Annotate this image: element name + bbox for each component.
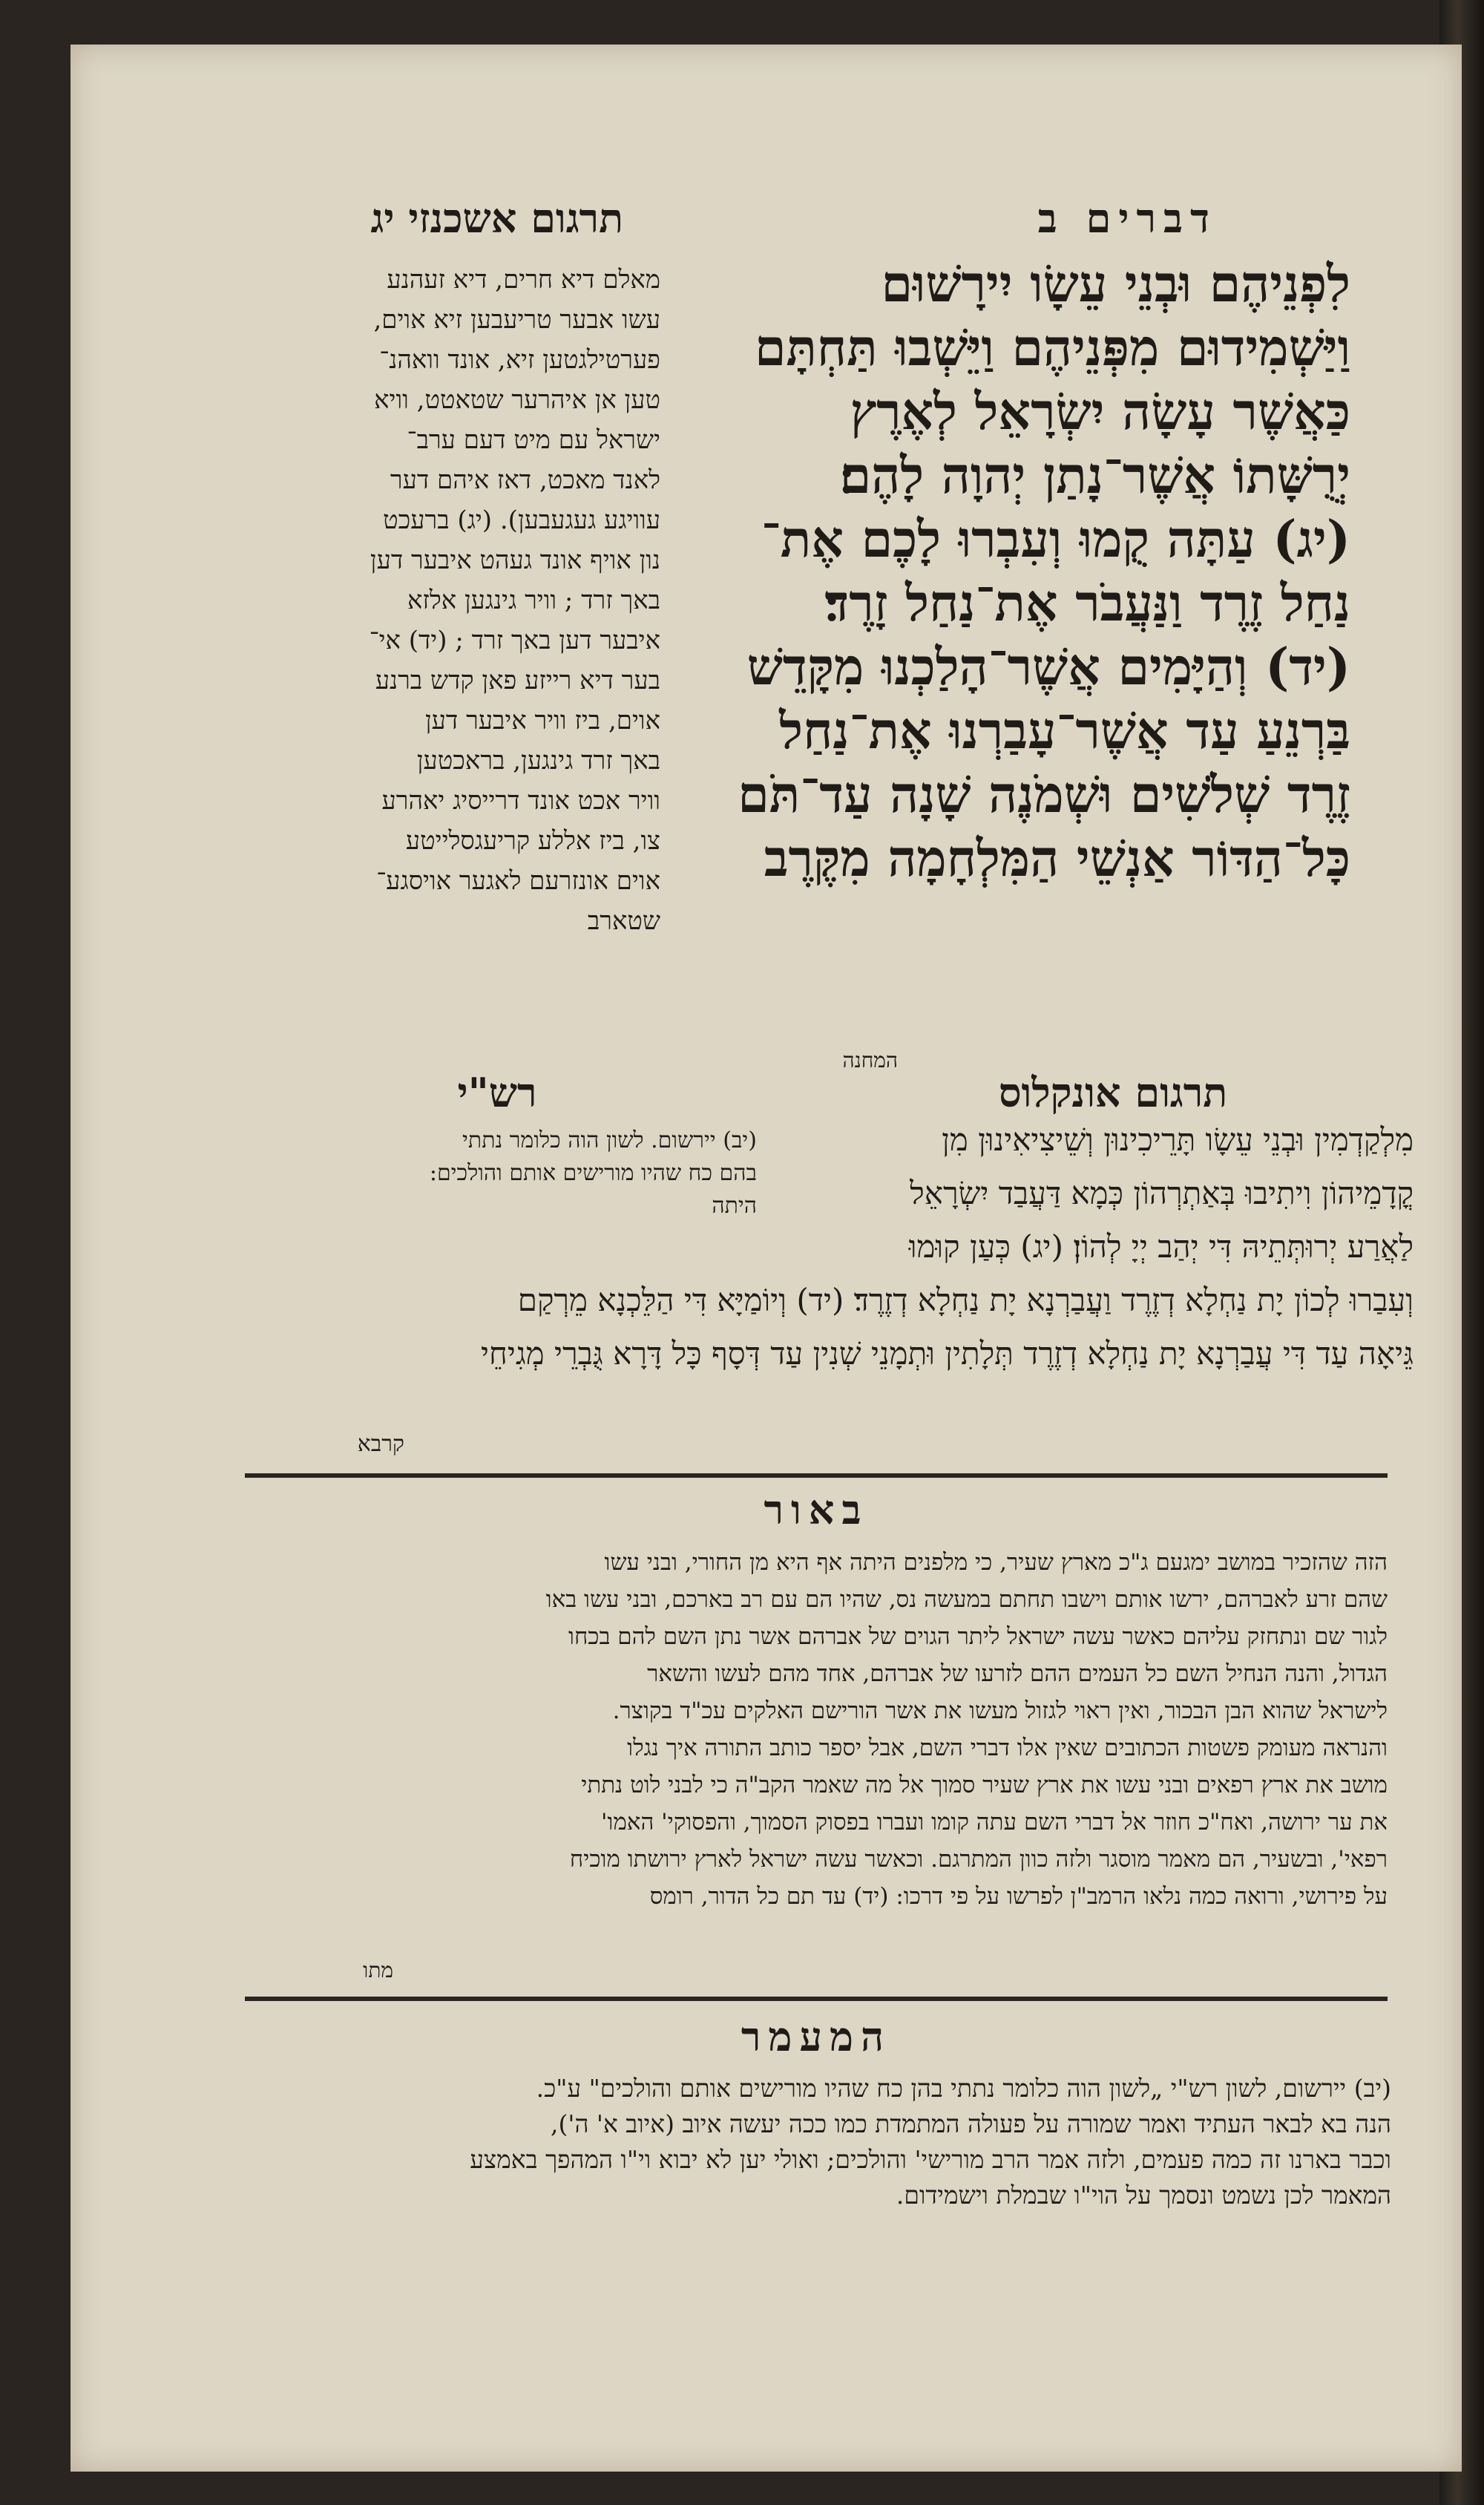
divider-rule bbox=[245, 1473, 1388, 1478]
rashi-line: (יב) יירשום. לשון הוה כלומר נתתי bbox=[462, 1127, 757, 1153]
biur-line: הגדול, והנה הנחיל השם כל העמים ההם לזרעו של אברהם, אחד מהם לעשו והשאר bbox=[647, 1660, 1388, 1687]
meamer-line: (יב) יירשום, לשון רש"י „לשון הוה כלומר נתתי בהן כח שהיו מורישים אותם והולכים" ע"כ. bbox=[536, 2074, 1391, 2103]
onkelos-line: לַאֲרַע יְרוּתְּתֵיהּ דִּי יְהַב יְיָ לְהוֹן׃ (יג) כְּעַן קוּמוּ bbox=[908, 1228, 1414, 1265]
meamer-line: וכבר בארנו זה כמה פעמים, ולזה אמר הרב מורישי' והולכים; ואולי יען לא יבוא וי"ו המהפך באמצע bbox=[470, 2145, 1391, 2174]
biur-line: מושב את ארץ רפאים ובני עשו את ארץ שעיר סמוך אל מה שאמר הקב"ה כי לבני לוט נתתי bbox=[581, 1772, 1388, 1798]
main-text-block bbox=[697, 252, 1350, 891]
yiddish-line: לאנד מאכט, דאז איהם דער bbox=[390, 465, 660, 495]
main-text-line: כָּל־הַדּוֹר אַנְשֵׁי הַמִּלְחָמָה מִקֶּרֶב bbox=[764, 829, 1350, 888]
rashi-line: בהם כח שהיו מורישים אותם והולכים: bbox=[429, 1160, 757, 1186]
biur-title: באור bbox=[764, 1486, 869, 1533]
divider-rule bbox=[245, 1997, 1388, 2001]
yiddish-line: טען אן איהרער שטאטט, וויא bbox=[374, 385, 660, 415]
onkelos-catchword: קרבא bbox=[357, 1431, 404, 1457]
yiddish-line: צו, ביז אללע קריעגסלייטע bbox=[405, 826, 660, 856]
rashi-line: היתה bbox=[712, 1193, 757, 1219]
yiddish-line: מאלם דיא חרים, דיא זעהנע bbox=[387, 265, 660, 295]
meamer-line: המאמר לכן נשמט ונסמך על הוי"ו שבמלת וישמידום. bbox=[896, 2181, 1391, 2210]
yiddish-line: איבער דען באך זרד ; (יד) אי־ bbox=[369, 626, 660, 655]
yiddish-line: שטארב bbox=[587, 906, 660, 936]
onkelos-line: מִלְקַדְמִין וּבְנֵי עֵשָׂו תָּרֵיכִינוּן וְשֵׁיצִיאִינוּן מִן bbox=[942, 1121, 1414, 1158]
yiddish-line: עשו אבער טריעבען זיא אוים, bbox=[373, 305, 660, 335]
onkelos-line: וְעִבַרוּ לְכוֹן יָת נַחְלָא דְזֶרֶד וַעֲבַרְנָא יָת נַחְלָא דְזֶרֶד׃ (יד) וְיוֹמַיָּא דִּי הַלֵּכְנָא מֵרְקַם bbox=[517, 1282, 1414, 1318]
main-catchword: המחנה bbox=[842, 1048, 898, 1073]
main-text-line: יְרֻשָּׁתוֹ אֲשֶׁר־נָתַן יְהוָה לָהֶם׃ bbox=[839, 446, 1350, 505]
yiddish-translation-block bbox=[252, 260, 660, 941]
main-text-line: וַיַּשְׁמִידוּם מִפְּנֵיהֶם וַיֵּשְׁבוּ תַּחְתָּם bbox=[754, 318, 1350, 378]
biur-line: והנראה מעומק פשטות הכתובים שאין אלו דברי השם, אבל יספר כותב התורה איך נגלו bbox=[627, 1735, 1388, 1761]
main-text-line: (יד) וְהַיָּמִים אֲשֶׁר־הָלַכְנוּ מִקָּדֵשׁ bbox=[746, 638, 1350, 697]
yiddish-line: וויר אכט אונד דרייסיג יאהרע bbox=[381, 786, 660, 816]
main-text-line: בַּרְנֵעַ עַד אֲשֶׁר־עָבַרְנוּ אֶת־נַחַל bbox=[779, 701, 1350, 761]
meamer-line: הנה בא לבאר העתיד ואמר שמורה על פעולה המתמדת כמו ככה יעשה איוב (איוב א' ה'), bbox=[551, 2109, 1391, 2138]
main-text-line: לִפְנֵיהֶם וּבְנֵי עֵשָׂו יִירָשׁוּם bbox=[881, 255, 1350, 314]
main-text-line: (יג) עַתָּה קֻמוּ וְעִבְרוּ לָכֶם אֶת־ bbox=[761, 510, 1350, 569]
biur-line: לישראל שהוא הבן הבכור, ואין ראוי לגזול מעשו את אשר הורישם האלקים עכ"ד בקוצר. bbox=[612, 1697, 1388, 1724]
meamer-title: המעמר bbox=[741, 2013, 892, 2060]
main-text-line: נַחַל זֶרֶד וַנַּעֲבֹר אֶת־נַחַל זָרֶד׃ bbox=[824, 574, 1350, 633]
yiddish-line: באך זרד ; וויר גינגען אלזא bbox=[407, 586, 660, 615]
yiddish-line: בער דיא רייזע פאן קדש ברנע bbox=[375, 666, 660, 695]
yiddish-line: פערטילגטען זיא, אונד וואהנ־ bbox=[379, 345, 660, 375]
onkelos-line: קֳדָמֵיהוֹן וִיתִיבוּ בְּאַתְרְהוֹן כְּמָא דַּעֲבַד יִשְׂרָאֵל bbox=[910, 1175, 1414, 1211]
rashi-title: רש"י bbox=[457, 1069, 537, 1116]
biur-line: לגור שם ונתחזק עליהם כאשר עשה ישראל ליתר הגוים של אברהם אשר נתן השם להם בכחו bbox=[568, 1623, 1388, 1650]
yiddish-line: ישראל עם מיט דעם ערב־ bbox=[407, 425, 660, 455]
meamer-block bbox=[256, 2071, 1391, 2213]
main-text-line: כַּאֲשֶׁר עָשָׂה יִשְׂרָאֵל לְאֶרֶץ bbox=[850, 382, 1350, 442]
biur-line: על פירושי, ורואה כמה נלאו הרמב"ן לפרשו על פי דרכו: (יד) עד תם כל הדור, רומס bbox=[649, 1883, 1388, 1910]
page-header-left: תרגום אשכנזי יג bbox=[370, 194, 623, 242]
yiddish-line: באך זרד גינגען, בראכטען bbox=[416, 746, 660, 776]
biur-line: רפאי', ובשעיר, הם מאמר מוסגר ולזה כוון המתרגם. וכאשר עשה ישראל לארץ ירושתו מוכיח bbox=[569, 1846, 1388, 1873]
onkelos-line: גֵּיאָה עַד דִּי עֲבַרְנָא יָת נַחְלָא דְזֶרֶד תְּלָתִין וּתְמָנֵי שְׁנִין עַד דְּסָף כָּל דָּרָא גֻּבְרֵי מְגִיחֵי bbox=[481, 1335, 1414, 1372]
yiddish-line: עוויגע געגעבען). (יג) ברעכט bbox=[383, 505, 660, 535]
yiddish-line: נון אויף אונד געהט איבער דען bbox=[370, 546, 660, 575]
biur-line: הזה שהזכיר במושב ימגעם ג"כ מארץ שעיר, כי מלפנים היתה אף היא מן החורי, ובני עשו bbox=[604, 1549, 1388, 1576]
biur-block bbox=[245, 1544, 1388, 1915]
yiddish-line: אוים, ביז וויר איבער דען bbox=[425, 706, 660, 736]
page-header-right: דברים ב bbox=[1037, 194, 1217, 242]
onkelos-title: תרגום אונקלוס bbox=[998, 1069, 1228, 1116]
yiddish-line: אוים אונזרעם לאגער אויסגע־ bbox=[376, 866, 660, 896]
main-text-line: זֶרֶד שְׁלֹשִׁים וּשְׁמֹנֶה שָׁנָה עַד־תֹּם bbox=[738, 765, 1350, 825]
biur-line: שהם זרע לאברהם, ירשו אותם וישבו תחתם במעשה נס, שהיו הם עם רב בארכם, ובני עשו באו bbox=[545, 1586, 1388, 1613]
biur-catchword: מתו bbox=[363, 1958, 393, 1982]
rashi-block bbox=[252, 1124, 757, 1222]
biur-line: את ער ירושה, ואח"כ חוזר אל דברי השם עתה קומו ועברו בפסוק הסמוך, והפסוקי' האמו' bbox=[601, 1809, 1388, 1836]
